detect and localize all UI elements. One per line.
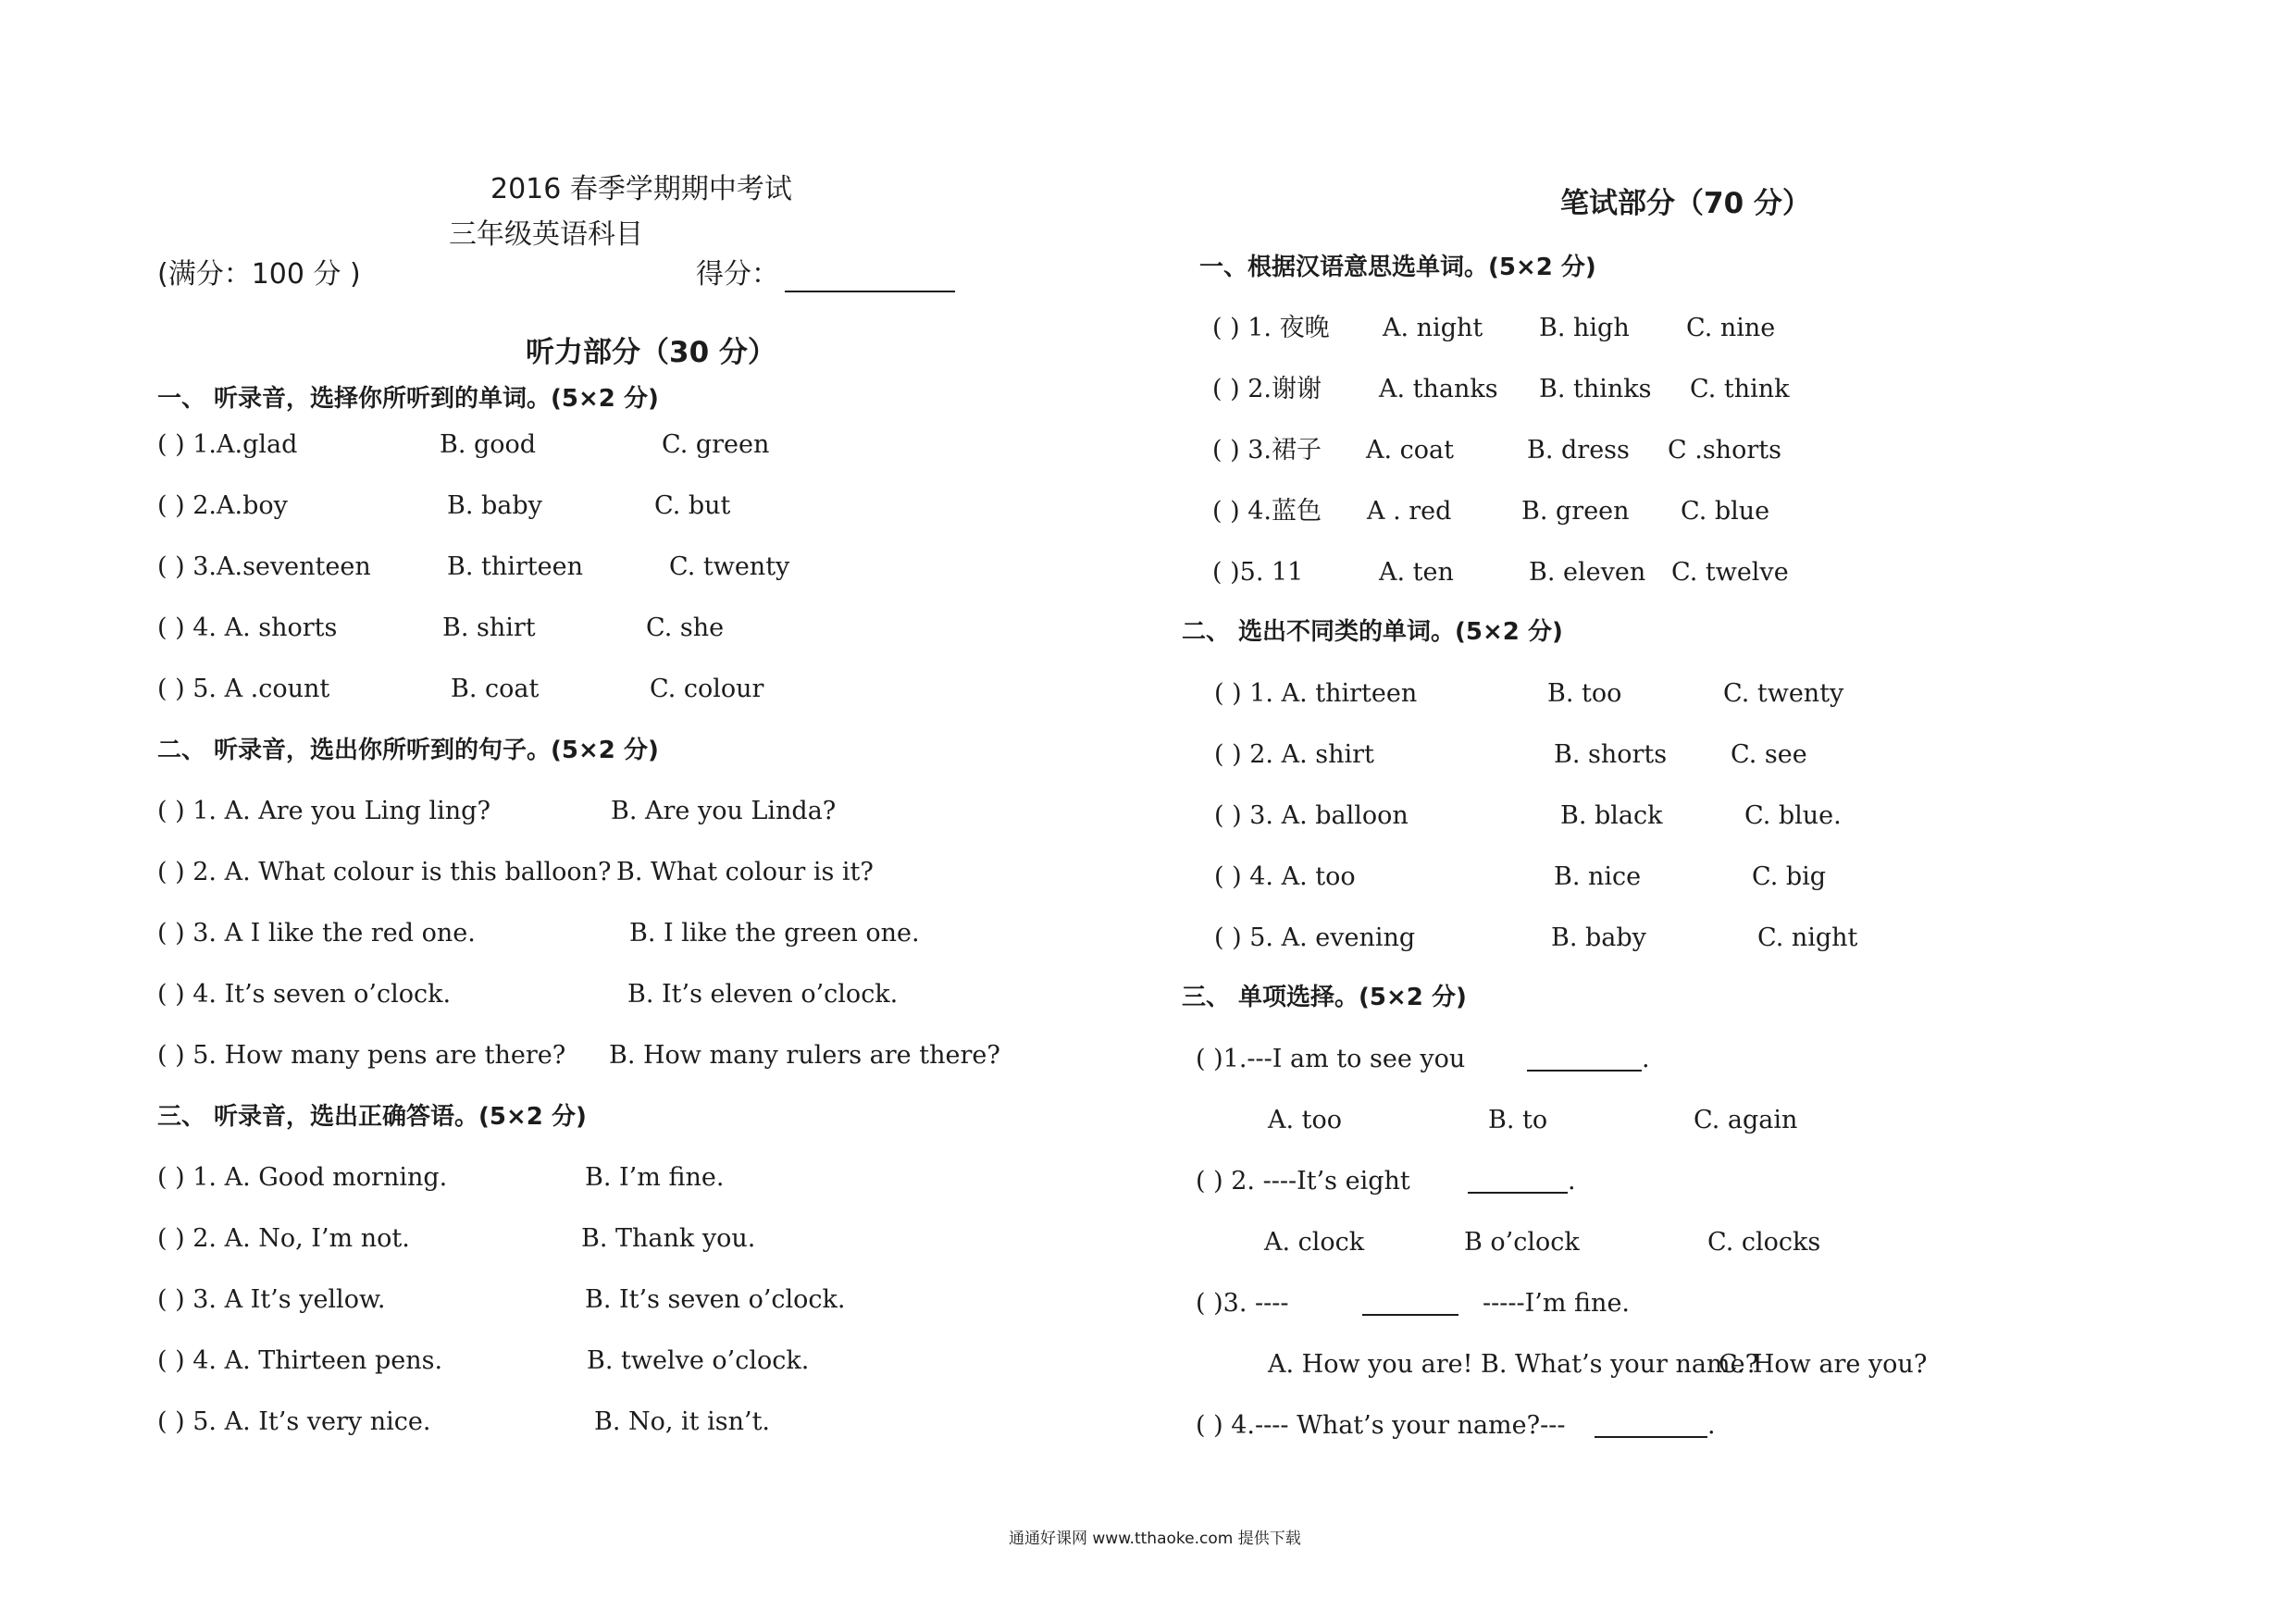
option-b: B. shirt — [442, 613, 536, 642]
option-b: B. thinks — [1539, 375, 1652, 403]
option-b: B. too — [1547, 679, 1622, 708]
option-a: ( ) 3. A It’s yellow. — [157, 1285, 386, 1314]
option-c: C .shorts — [1668, 436, 1781, 465]
option-b: B. coat — [451, 675, 540, 703]
option-c: C. twelve — [1671, 558, 1789, 587]
option-b: B. baby — [1551, 923, 1646, 952]
option-b: B. baby — [447, 491, 542, 520]
question-stem: ( ) 4. A. too — [1214, 862, 1356, 891]
answer-blank[interactable] — [1468, 1192, 1568, 1194]
question-stem: ( ) 2. ----It’s eight — [1196, 1167, 1410, 1196]
option-c: C. blue — [1681, 497, 1770, 526]
option-b: B o’clock — [1464, 1228, 1580, 1257]
subject-title: 三年级英语科目 — [449, 218, 643, 251]
option-b: B. It’s eleven o’clock. — [627, 980, 899, 1009]
option-a: A. night — [1383, 314, 1483, 342]
option-a: ( ) 3. A I like the red one. — [157, 919, 476, 948]
score-blank[interactable] — [785, 291, 955, 292]
option-b: B. high — [1539, 314, 1630, 342]
option-b: B. What’s your name? — [1481, 1350, 1759, 1379]
answer-blank[interactable] — [1362, 1314, 1458, 1316]
option-a: A. clock — [1264, 1228, 1365, 1257]
question-stem: ( ) 4.---- What’s your name?--- — [1196, 1411, 1566, 1440]
option-b: B. thirteen — [447, 552, 583, 581]
question-stem: ( ) 1. A. thirteen — [1214, 679, 1418, 708]
question-tail: . — [1707, 1411, 1716, 1440]
option-c: C. she — [646, 613, 725, 642]
option-b: B. No, it isn’t. — [594, 1407, 771, 1436]
option-a: ( ) 4. It’s seven o’clock. — [157, 980, 452, 1009]
answer-blank[interactable] — [1595, 1436, 1707, 1438]
question-tail: -----I’m fine. — [1483, 1289, 1631, 1318]
option-b: B. nice — [1554, 862, 1642, 891]
question-stem: ( ) 4. A. shorts — [157, 613, 338, 642]
question-stem: ( ) 2. A. shirt — [1214, 740, 1374, 769]
option-a: ( ) 2. A. What colour is this balloon? — [157, 858, 612, 886]
option-c: C. nine — [1686, 314, 1776, 342]
question-tail: . — [1642, 1045, 1650, 1073]
option-b: B. dress — [1527, 436, 1630, 465]
question-stem: ( ) 5. A .count — [157, 675, 330, 703]
option-b: B. I’m fine. — [585, 1163, 725, 1192]
option-c: C. clocks — [1707, 1228, 1821, 1257]
option-a: ( ) 1. A. Good morning. — [157, 1163, 448, 1192]
option-b: B. eleven — [1529, 558, 1646, 587]
option-a: A. too — [1268, 1106, 1343, 1134]
written-s2-heading: 二、 选出不同类的单词。(5×2 分) — [1182, 618, 1563, 646]
option-c: C. see — [1731, 740, 1807, 769]
question-stem: ( ) 5. A. evening — [1214, 923, 1416, 952]
footer-credit: 通通好课网 www.tthaoke.com 提供下载 — [1009, 1530, 1301, 1548]
option-c: C. colour — [650, 675, 764, 703]
question-stem: ( ) 1. 夜晚 — [1212, 314, 1330, 342]
listening-s2-heading: 二、 听录音，选出你所听到的句子。(5×2 分) — [157, 737, 659, 764]
question-stem: ( ) 3.裙子 — [1212, 436, 1322, 465]
option-c: C. How are you? — [1719, 1350, 1928, 1379]
option-a: ( ) 2. A. No, I’m not. — [157, 1224, 410, 1253]
option-a: ( ) 5. How many pens are there? — [157, 1041, 566, 1070]
option-c: C. again — [1694, 1106, 1798, 1134]
option-b: B. good — [440, 430, 537, 459]
option-c: C. blue. — [1744, 801, 1842, 830]
option-c: C. twenty — [669, 552, 790, 581]
question-stem: ( )3. ---- — [1196, 1289, 1289, 1318]
option-b: B. green — [1521, 497, 1630, 526]
score-label: 得分： — [696, 258, 779, 291]
option-a: ( ) 5. A. It’s very nice. — [157, 1407, 431, 1436]
option-a: A. ten — [1379, 558, 1454, 587]
option-a: A. thanks — [1379, 375, 1498, 403]
question-stem: ( ) 1.A.glad — [157, 430, 298, 459]
written-s3-heading: 三、 单项选择。(5×2 分) — [1182, 984, 1467, 1011]
option-b: B. How many rulers are there? — [609, 1041, 1000, 1070]
listening-s1-heading: 一、 听录音，选择你所听到的单词。(5×2 分) — [157, 385, 659, 413]
option-b: B. I like the green one. — [629, 919, 920, 948]
question-stem: ( ) 4.蓝色 — [1212, 497, 1322, 526]
written-title: 笔试部分（70 分） — [1560, 187, 1811, 220]
option-a: ( ) 4. A. Thirteen pens. — [157, 1346, 443, 1375]
option-c: C. night — [1757, 923, 1858, 952]
option-b: B. to — [1488, 1106, 1548, 1134]
written-s1-heading: 一、根据汉语意思选单词。(5×2 分) — [1199, 254, 1596, 281]
option-a: A. coat — [1366, 436, 1454, 465]
listening-s3-heading: 三、 听录音，选出正确答语。(5×2 分) — [157, 1103, 587, 1131]
option-b: B. shorts — [1554, 740, 1668, 769]
option-b: B. Thank you. — [581, 1224, 756, 1253]
question-tail: . — [1568, 1167, 1576, 1196]
question-stem: ( ) 2.A.boy — [157, 491, 288, 520]
exam-title: 2016 春季学期期中考试 — [490, 173, 792, 205]
question-stem: ( ) 2.谢谢 — [1212, 375, 1322, 403]
option-b: B. twelve o’clock. — [587, 1346, 810, 1375]
option-a: ( ) 1. A. Are you Ling ling? — [157, 797, 490, 825]
answer-blank[interactable] — [1527, 1070, 1642, 1072]
question-stem: ( ) 3. A. balloon — [1214, 801, 1409, 830]
option-b: B. What colour is it? — [616, 858, 874, 886]
option-c: C. green — [662, 430, 770, 459]
question-stem: ( ) 3.A.seventeen — [157, 552, 371, 581]
listening-title: 听力部分（30 分） — [526, 336, 776, 369]
option-c: C. think — [1690, 375, 1790, 403]
option-c: C. big — [1752, 862, 1827, 891]
question-stem: ( )1.---I am to see you — [1196, 1045, 1466, 1073]
option-a: A. How you are! — [1268, 1350, 1473, 1379]
question-stem: ( )5. 11 — [1212, 558, 1304, 587]
full-score-note: (满分：100 分 ) — [157, 258, 361, 291]
option-c: C. twenty — [1723, 679, 1844, 708]
option-b: B. black — [1560, 801, 1663, 830]
option-a: A . red — [1367, 497, 1452, 526]
option-b: B. Are you Linda? — [611, 797, 837, 825]
option-c: C. but — [654, 491, 731, 520]
option-b: B. It’s seven o’clock. — [585, 1285, 846, 1314]
